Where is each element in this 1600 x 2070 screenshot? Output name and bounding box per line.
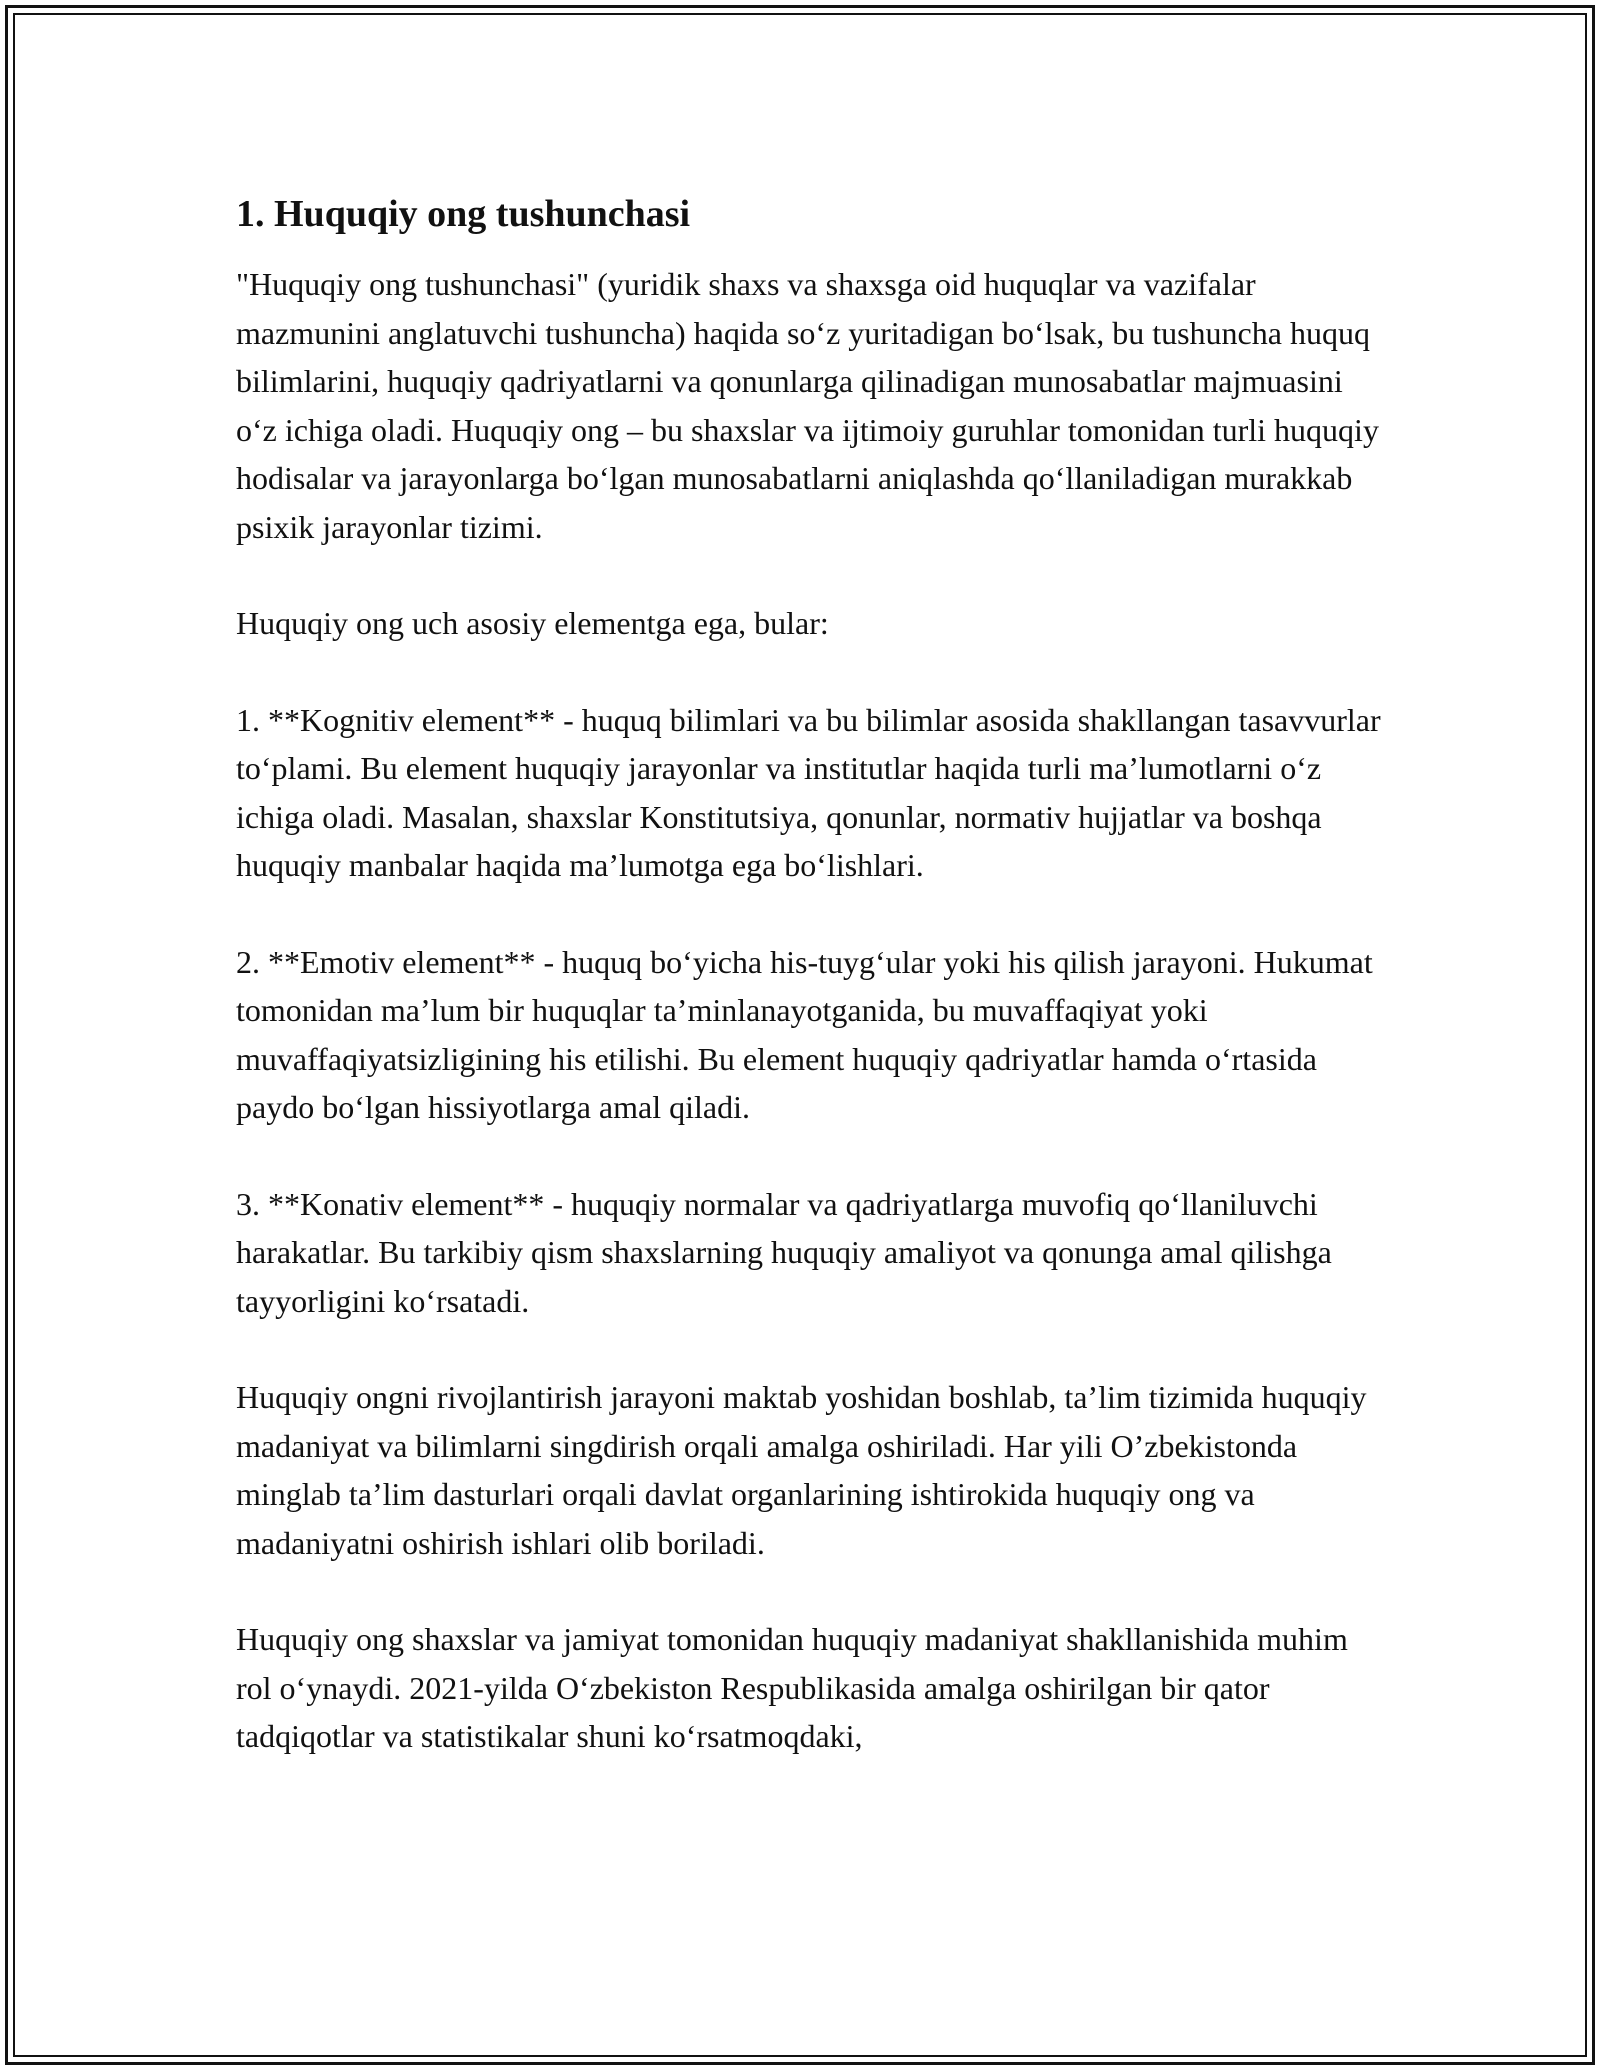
document-body <box>236 188 1386 1761</box>
paragraph-role: Huquqiy ong shaxslar va jamiyat tomonidan huquqiy madaniyat shakllanishida muhim rol oʻynaydi. 2021-yilda Oʻzbekiston Respublikasida amalga oshirilgan bir qator tadqiqotlar va statistikalar shuni koʻrsatmoqdaki, <box>236 1621 1348 1754</box>
paragraph-elements-intro: Huquqiy ong uch asosiy elementga ega, bular: <box>236 605 829 641</box>
paragraph-definition: "Huquqiy ong tushunchasi" (yuridik shaxs va shaxsga oid huquqlar va vazifalar mazmunini anglatuvchi tushuncha) haqida soʻz yuritadigan boʻlsak, bu tushuncha huquq bilimlarini, huquqiy qadriyatlarni va qonunlarga qilinadigan munosabatlar majmuasini oʻz ichiga oladi. Huquqiy ong – bu shaxslar va ijtimoiy guruhlar tomonidan turli huquqiy hodisalar va jarayonlarga boʻlgan munosabatlarni aniqlashda qoʻllaniladigan murakkab psixik jarayonlar tizimi. <box>236 266 1379 545</box>
section-heading: 1. Huquqiy ong tushunchasi <box>236 193 691 235</box>
paragraph-cognitive-element: 1. **Kognitiv element** - huquq bilimlari va bu bilimlar asosida shakllangan tasavvurlar toʻplami. Bu element huquqiy jarayonlar va institutlar haqida turli maʼlumotlarni oʻz ichiga oladi. Masalan, shaxslar Konstitutsiya, qonunlar, normativ hujjatlar va boshqa huquqiy manbalar haqida maʼlumotga ega boʻlishlari. <box>236 701 1381 883</box>
paragraph-emotive-element: 2. **Emotiv element** - huquq boʻyicha his-tuygʻular yoki his qilish jarayoni. Hukumat tomonidan maʼlum bir huquqlar taʼminlanayotganida, bu muvaffaqiyat yoki muvaffaqiyatsizligining his etilishi. Bu element huquqiy qadriyatlar hamda oʻrtasida paydo boʻlgan hissiyotlarga amal qiladi. <box>236 943 1373 1125</box>
paragraph-conative-element: 3. **Konativ element** - huquqiy normalar va qadriyatlarga muvofiq qoʻllaniluvchi harakatlar. Bu tarkibiy qism shaxslarning huquqiy amaliyot va qonunga amal qilishga tayyorligini koʻrsatadi. <box>236 1185 1332 1319</box>
paragraph-development: Huquqiy ongni rivojlantirish jarayoni maktab yoshidan boshlab, taʼlim tizimida huquqiy madaniyat va bilimlarni singdirish orqali amalga oshiriladi. Har yili Oʼzbekistonda minglab taʼlim dasturlari orqali davlat organlarining ishtirokida huquqiy ong va madaniyatni oshirish ishlari olib boriladi. <box>236 1379 1367 1561</box>
